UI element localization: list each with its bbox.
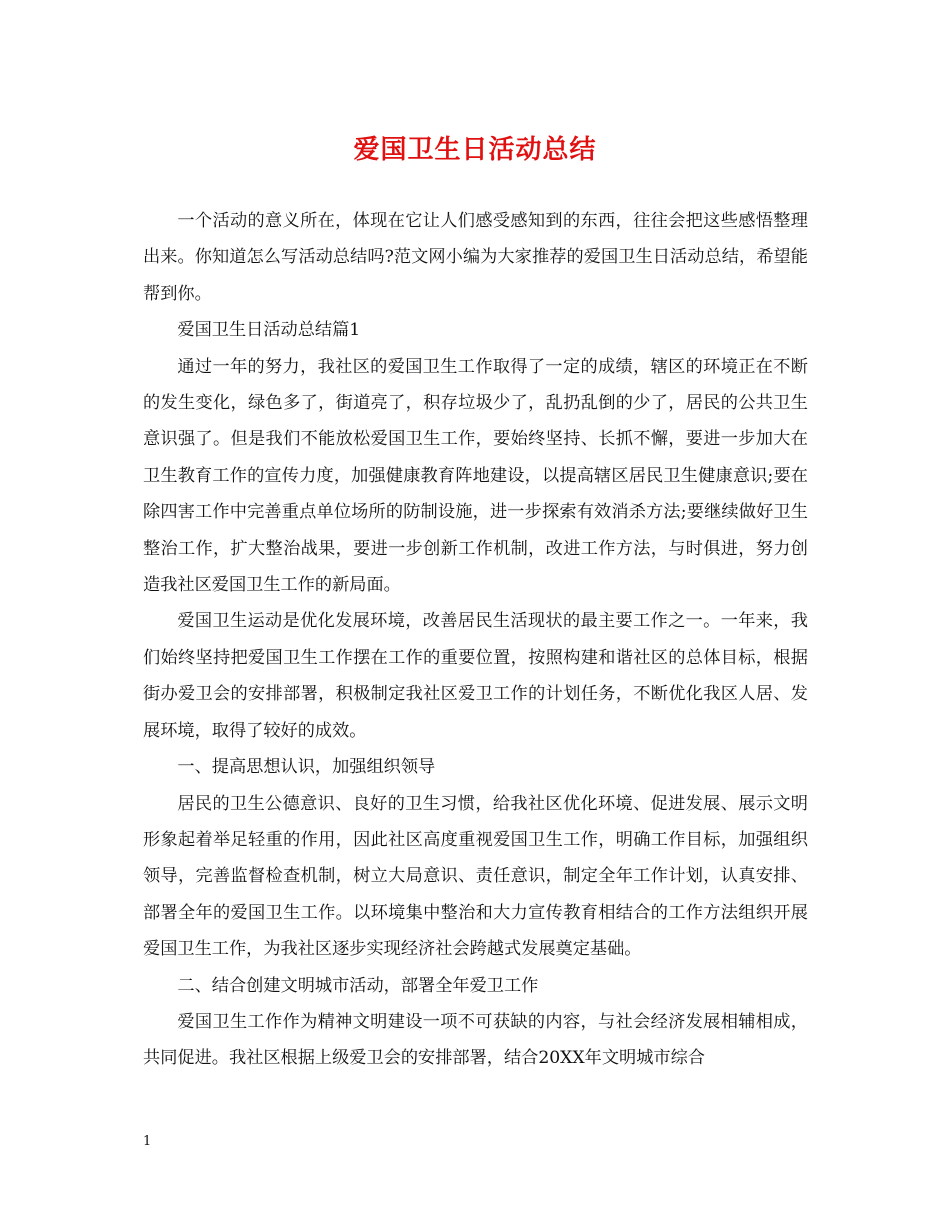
body-paragraph: 通过一年的努力，我社区的爱国卫生工作取得了一定的成绩，辖区的环境正在不断的发生变化，绿色多了，街道亮了，积存垃圾少了，乱扔乱倒的少了，居民的公共卫生意识强了。但是我们不能放松爱国卫生工作，要始终坚持、长抓不懈，要进一步加大在卫生教育工作的宣传力度，加强健康教育阵地建设，以提高辖区居民卫生健康意识;要在除四害工作中完善重点单位场所的防制设施，进一步探索有效消杀方法;要继续做好卫生整治工作，扩大整治战果，要进一步创新工作机制，改进工作方法，与时俱进，努力创造我社区爱国卫生工作的新局面。 bbox=[143, 356, 808, 596]
document-title: 爱国卫生日活动总结 bbox=[353, 135, 597, 165]
intro-paragraph: 一个活动的意义所在，体现在它让人们感受感知到的东西，往往会把这些感悟整理出来。你知道怎么写活动总结吗?范文网小编为大家推荐的爱国卫生日活动总结，希望能帮到你。 bbox=[143, 211, 808, 304]
body-paragraph: 居民的卫生公德意识、良好的卫生习惯，给我社区优化环境、促进发展、展示文明形象起着举足轻重的作用，因此社区高度重视爱国卫生工作，明确工作目标，加强组织领导，完善监督检查机制，树立大局意识、责任意识，制定全年工作计划，认真安排、部署全年的爱国卫生工作。以环境集中整治和大力宣传教育相结合的工作方法组织开展爱国卫生工作，为我社区逐步实现经济社会跨越式发展奠定基础。 bbox=[143, 793, 808, 960]
body-paragraph: 爱国卫生工作作为精神文明建设一项不可获缺的内容，与社会经济发展相辅相成，共同促进。我社区根据上级爱卫会的安排部署，结合20XX年文明城市综合 bbox=[143, 1011, 808, 1069]
document-body bbox=[143, 203, 808, 1077]
page-number: 1 bbox=[143, 1134, 152, 1149]
subsection-heading: 一、提高思想认识，加强组织领导 bbox=[177, 757, 436, 778]
body-paragraph: 爱国卫生运动是优化发展环境，改善居民生活现状的最主要工作之一。一年来，我们始终坚持把爱国卫生工作摆在工作的重要位置，按照构建和谐社区的总体目标，根据街办爱卫会的安排部署，积极制定我社区爱卫工作的计划任务，不断优化我区人居、发展环境，取得了较好的成效。 bbox=[143, 611, 808, 741]
subsection-heading: 二、结合创建文明城市活动，部署全年爱卫工作 bbox=[177, 975, 539, 996]
section-heading: 爱国卫生日活动总结篇1 bbox=[177, 320, 361, 341]
